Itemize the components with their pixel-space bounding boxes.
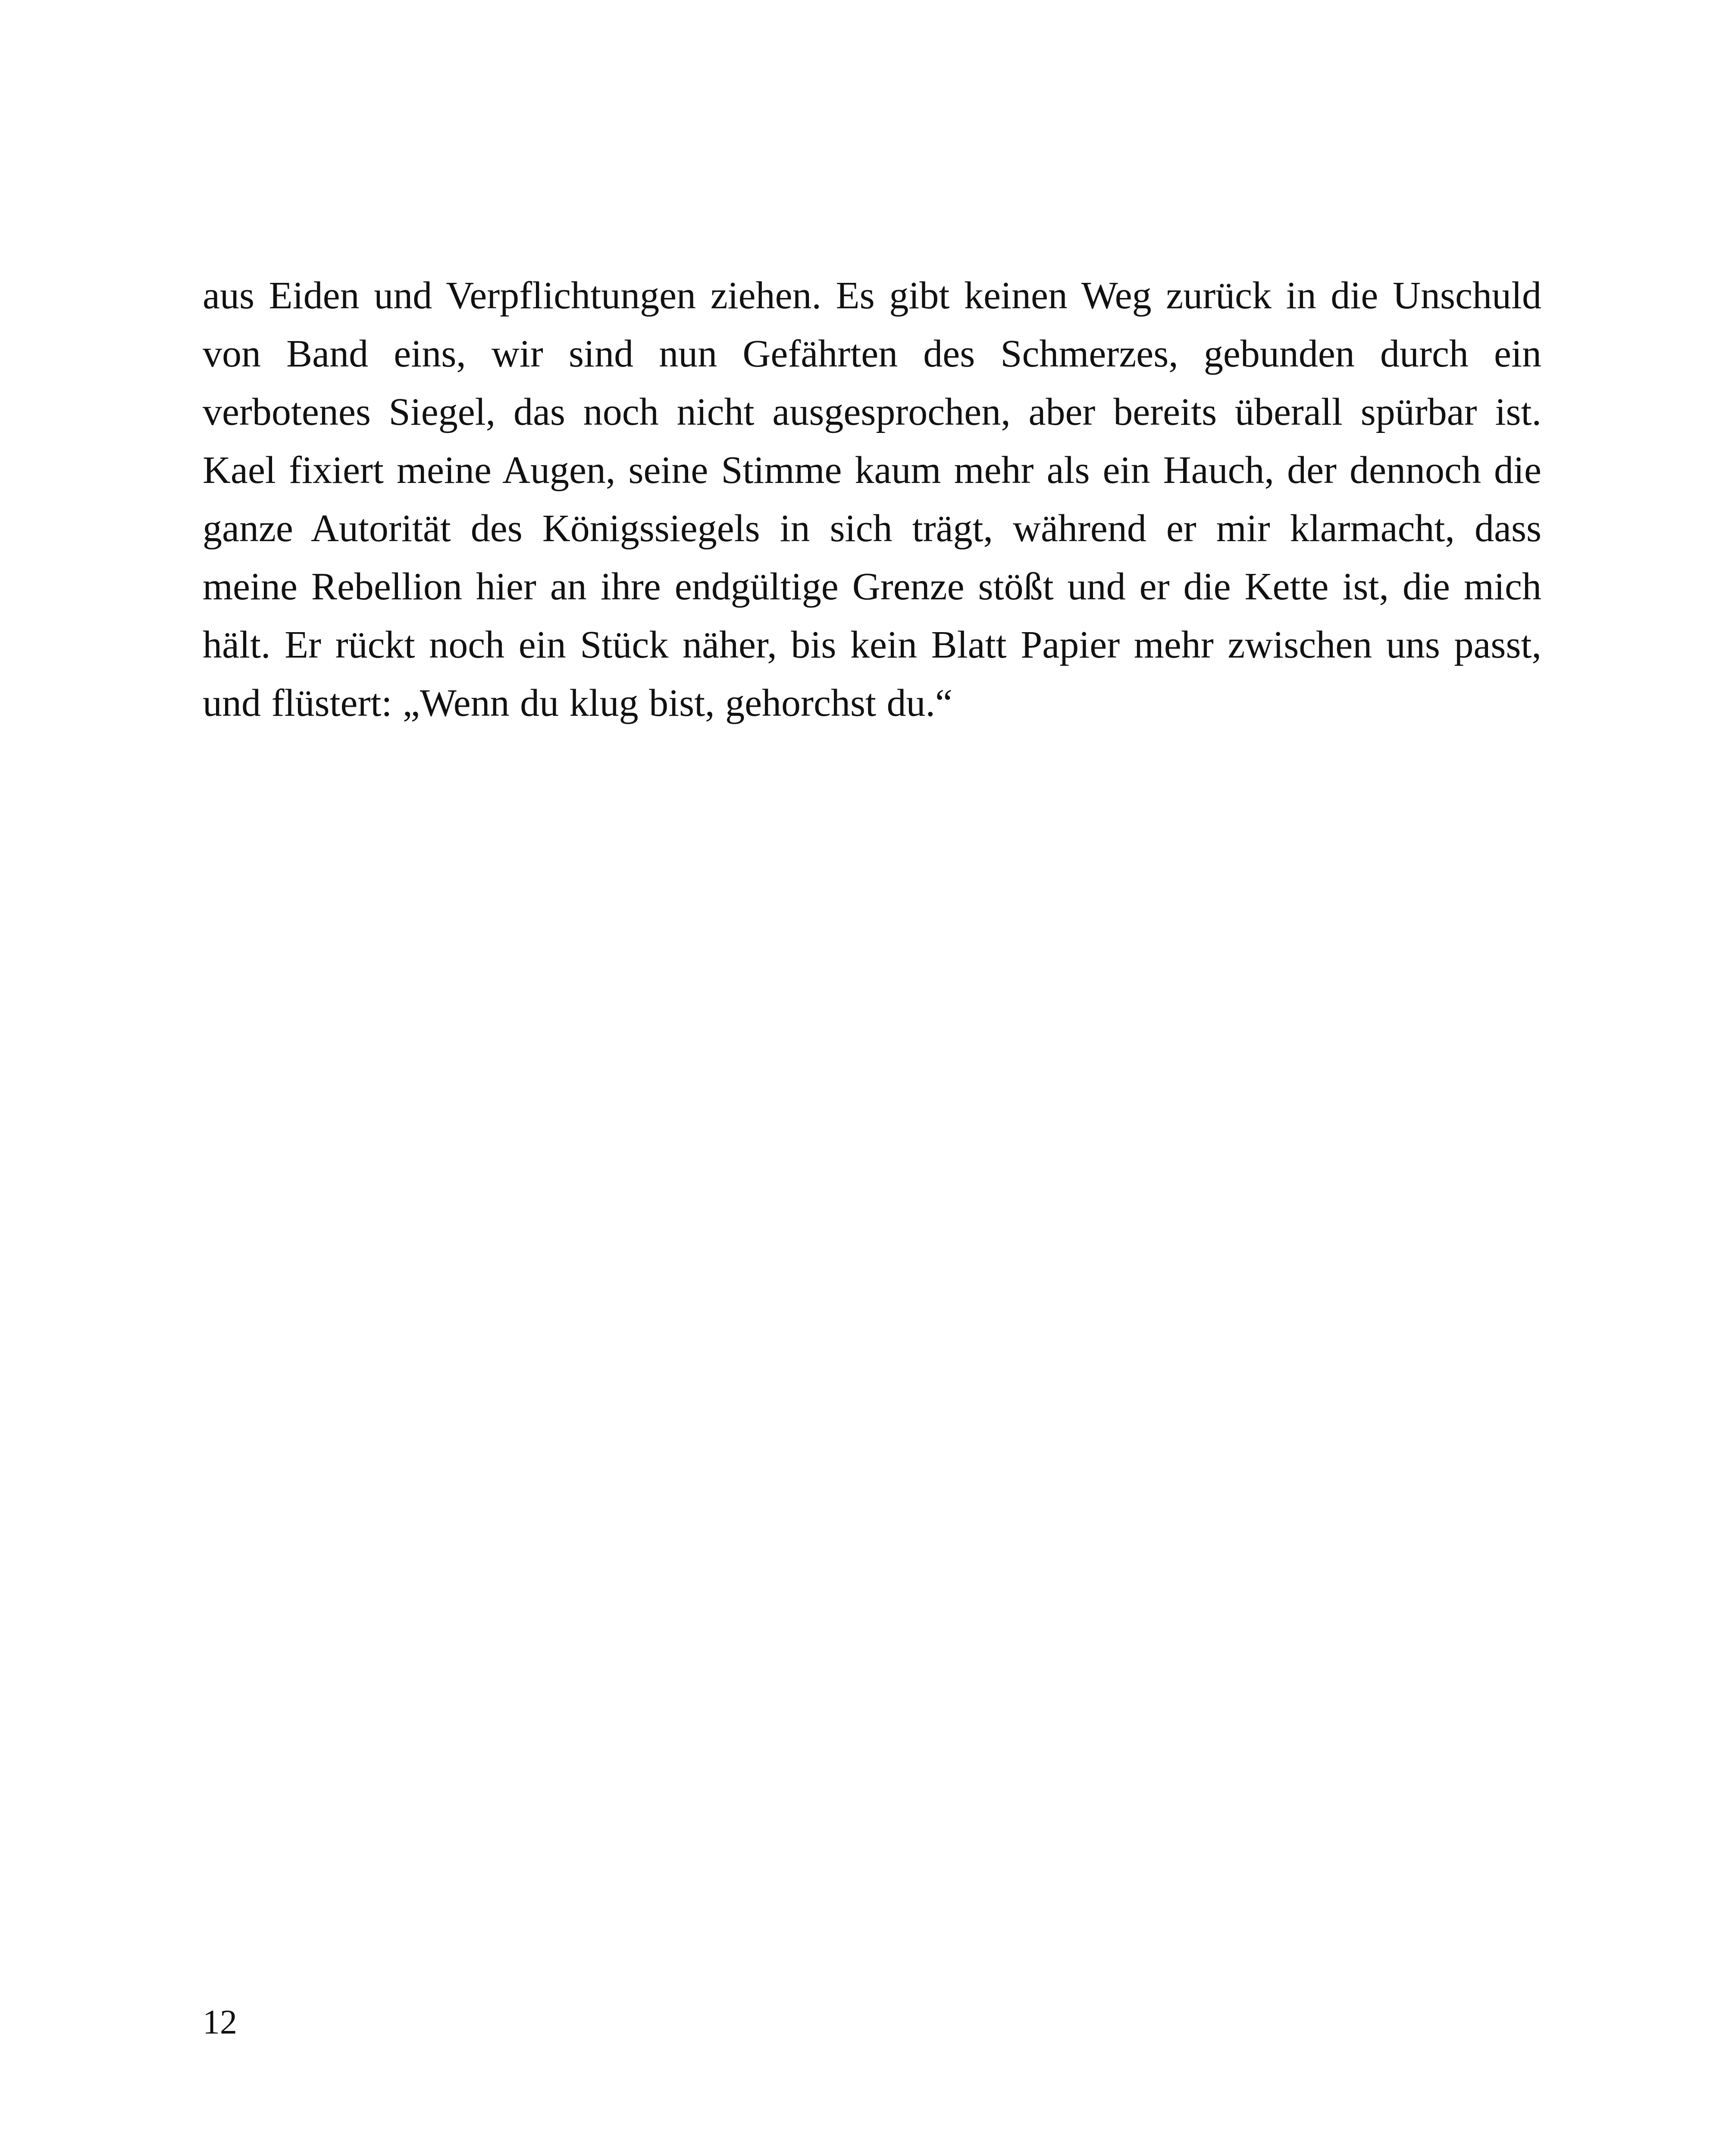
page-number: 12 [203, 2003, 237, 2041]
body-paragraph: aus Eiden und Verpflichtungen ziehen. Es gibt keinen Weg zurück in die Unschuld von Band eins, wir sind nun Gefährten des Schmerzes, gebunden durch ein verbotenes Siegel, das noch nicht ausgesprochen, aber bereits überall spürbar ist. Kael fixiert meine Augen, seine Stimme kaum mehr als ein Hauch, der dennoch die ganze Autorität des Königssiegels in sich trägt, während er mir klarmacht, dass meine Rebellion hier an ihre endgültige Grenze stößt und er die Kette ist, die mich hält. Er rückt noch ein Stück näher, bis kein Blatt Papier mehr zwischen uns passt, und flüstert: „Wenn du klug bist, gehorchst du.“ [203, 274, 1541, 724]
